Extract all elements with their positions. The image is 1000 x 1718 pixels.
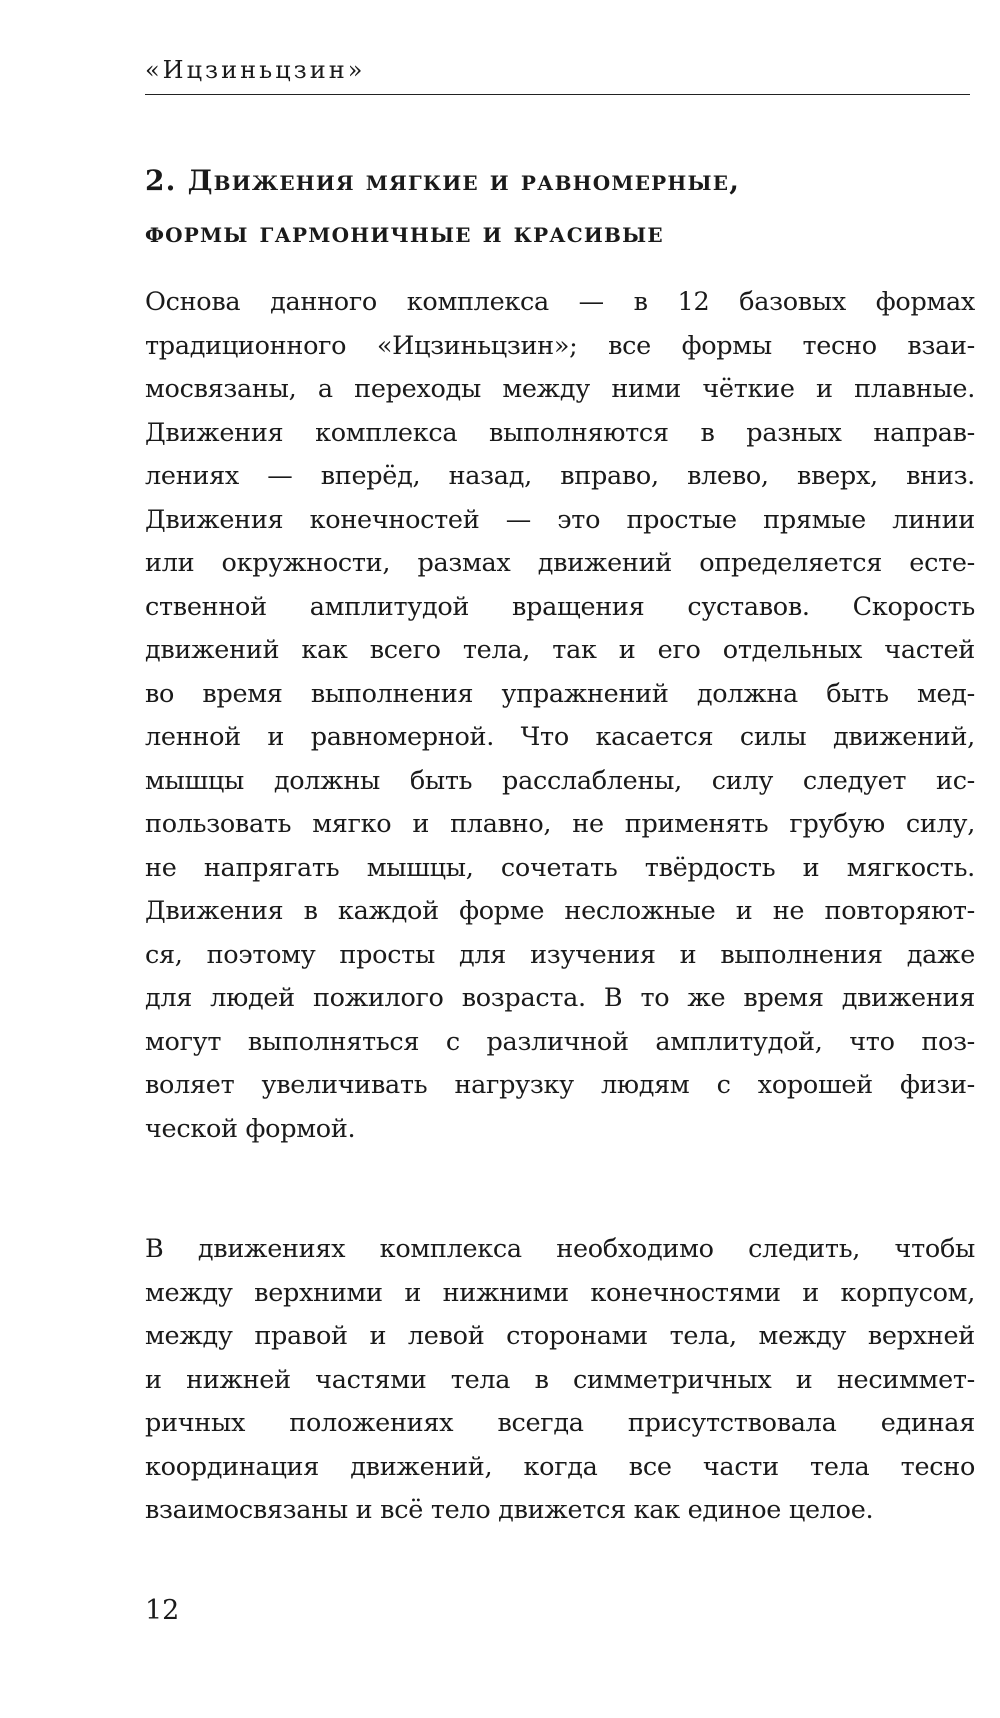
text-line: координация движений, когда все части тела тесно [145,1451,975,1482]
text-line: Движения в каждой форме несложные и не повторяют- [145,896,975,926]
header-rule [145,94,970,95]
text-line: движений как всего тела, так и его отдельных частей [145,635,975,665]
running-head: «Ицзиньцзин» [145,56,366,84]
text-line: ся, поэтому просты для изучения и выполнения даже [145,939,975,970]
text-line: могут выполняться с различной амплитудой, что поз- [145,1026,975,1057]
text-line: традиционного «Ицзиньцзин»; все формы тесно взаи- [145,330,975,361]
chapter-title [145,155,975,259]
text-line: пользовать мягко и плавно, не применять грубую силу, [145,809,975,839]
text-line: ческой формой. [145,1113,356,1144]
text-line: мышцы должны быть расслаблены, силу следует ис- [145,765,975,796]
text-line: для людей пожилого возраста. В то же время движения [145,983,975,1013]
text-line: во время выполнения упражнений должна быть мед- [145,678,975,709]
text-line: ричных положениях всегда присутствовала единая [145,1408,975,1438]
text-line: или окружности, размах движений определяется есте- [145,548,975,578]
text-line: лениях — вперёд, назад, вправо, влево, вверх, вниз. [145,461,975,491]
text-line: Движения конечностей — это простые прямые линии [145,504,975,535]
text-line: между верхними и нижними конечностями и корпусом, [145,1277,975,1308]
text-line: ственной амплитудой вращения суставов. Скорость [145,591,975,622]
text-line: между правой и левой сторонами тела, между верхней [145,1321,975,1351]
paragraph-1 [145,281,975,1151]
paragraph-2 [145,1228,975,1533]
text-line: и нижней частями тела в симметричных и несиммет- [145,1364,975,1395]
page-number: 12 [145,1595,180,1626]
text-line: Движения комплекса выполняются в разных направ- [145,417,975,448]
text-line: Основа данного комплекса — в 12 базовых формах [145,287,975,317]
text-line: ленной и равномерной. Что касается силы движений, [145,722,975,752]
text-line: взаимосвязаны и всё тело движется как единое целое. [145,1495,874,1525]
text-line: В движениях комплекса необходимо следить, чтобы [145,1234,975,1264]
text-line: воляет увеличивать нагрузку людям с хорошей физи- [145,1070,975,1100]
chapter-title-line-2: формы гармоничные и красивые [145,216,664,249]
text-line: мосвязаны, а переходы между ними чёткие и плавные. [145,374,975,404]
text-line: не напрягать мышцы, сочетать твёрдость и мягкость. [145,852,975,883]
chapter-title-line-1: 2. Движения мягкие и равномерные, [145,164,741,197]
